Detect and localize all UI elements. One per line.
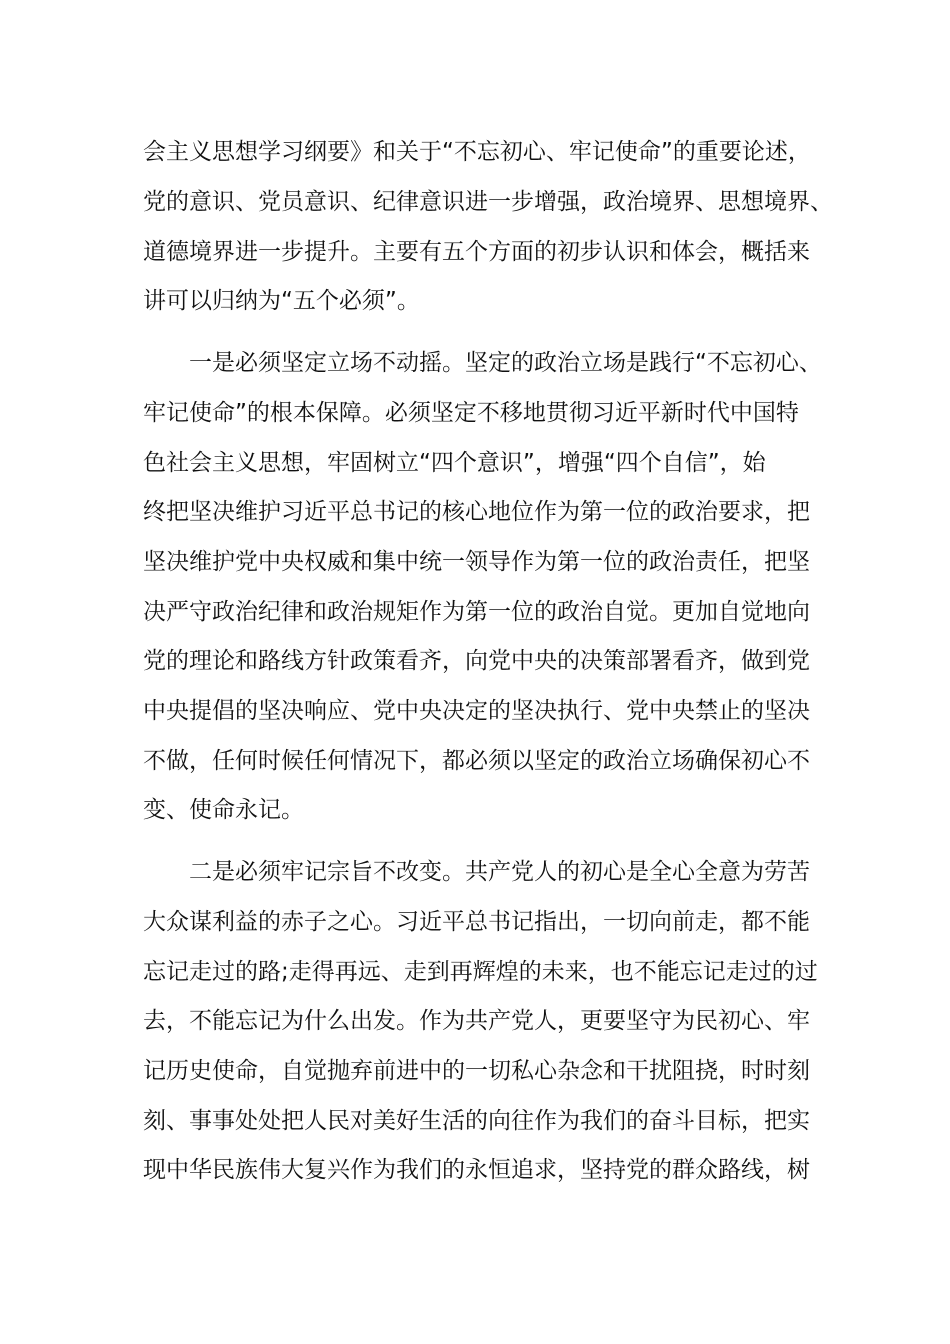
paragraph-3-line-7: 现中华民族伟大复兴作为我们的永恒追求，坚持党的群众路线，树	[143, 1157, 810, 1183]
paragraph-2-line-7: 党的理论和路线方针政策看齐，向党中央的决策部署看齐，做到党	[143, 648, 810, 674]
paragraph-2-line-1: 一是必须坚定立场不动摇。坚定的政治立场是践行“不忘初心、	[189, 350, 822, 376]
paragraph-1-line-1: 会主义思想学习纲要》和关于“不忘初心、牢记使命”的重要论述，	[143, 139, 811, 165]
paragraph-1-line-2: 党的意识、党员意识、纪律意识进一步增强，政治境界、思想境界、	[143, 189, 833, 215]
paragraph-3-line-5: 记历史使命，自觉抛弃前进中的一切私心杂念和干扰阻挠，时时刻	[143, 1058, 810, 1084]
paragraph-2-line-10: 变、使命永记。	[143, 797, 304, 823]
paragraph-2-line-2: 牢记使命”的根本保障。必须坚定不移地贯彻习近平新时代中国特	[143, 400, 799, 426]
paragraph-2-line-8: 中央提倡的坚决响应、党中央决定的坚决执行、党中央禁止的坚决	[143, 698, 810, 724]
paragraph-1-line-4: 讲可以归纳为“五个必须”。	[143, 288, 420, 314]
paragraph-2-line-5: 坚决维护党中央权威和集中统一领导作为第一位的政治责任，把坚	[143, 549, 810, 575]
paragraph-3-line-6: 刻、事事处处把人民对美好生活的向往作为我们的奋斗目标，把实	[143, 1108, 810, 1134]
paragraph-2-line-4: 终把坚决维护习近平总书记的核心地位作为第一位的政治要求，把	[143, 499, 810, 525]
paragraph-1-line-3: 道德境界进一步提升。主要有五个方面的初步认识和体会，概括来	[143, 239, 810, 265]
paragraph-3-line-2: 大众谋利益的赤子之心。习近平总书记指出，一切向前走，都不能	[143, 909, 810, 935]
paragraph-3-line-4: 去，不能忘记为什么出发。作为共产党人，更要坚守为民初心、牢	[143, 1008, 810, 1034]
paragraph-3-line-3: 忘记走过的路;走得再远、走到再辉煌的未来，也不能忘记走过的过	[143, 959, 818, 985]
paragraph-2-line-6: 决严守政治纪律和政治规矩作为第一位的政治自觉。更加自觉地向	[143, 599, 810, 625]
paragraph-3-line-1: 二是必须牢记宗旨不改变。共产党人的初心是全心全意为劳苦	[189, 859, 810, 885]
paragraph-2-line-3: 色社会主义思想，牢固树立“四个意识”，增强“四个自信”，始	[143, 450, 766, 476]
paragraph-2-line-9: 不做，任何时候任何情况下，都必须以坚定的政治立场确保初心不	[143, 748, 810, 774]
